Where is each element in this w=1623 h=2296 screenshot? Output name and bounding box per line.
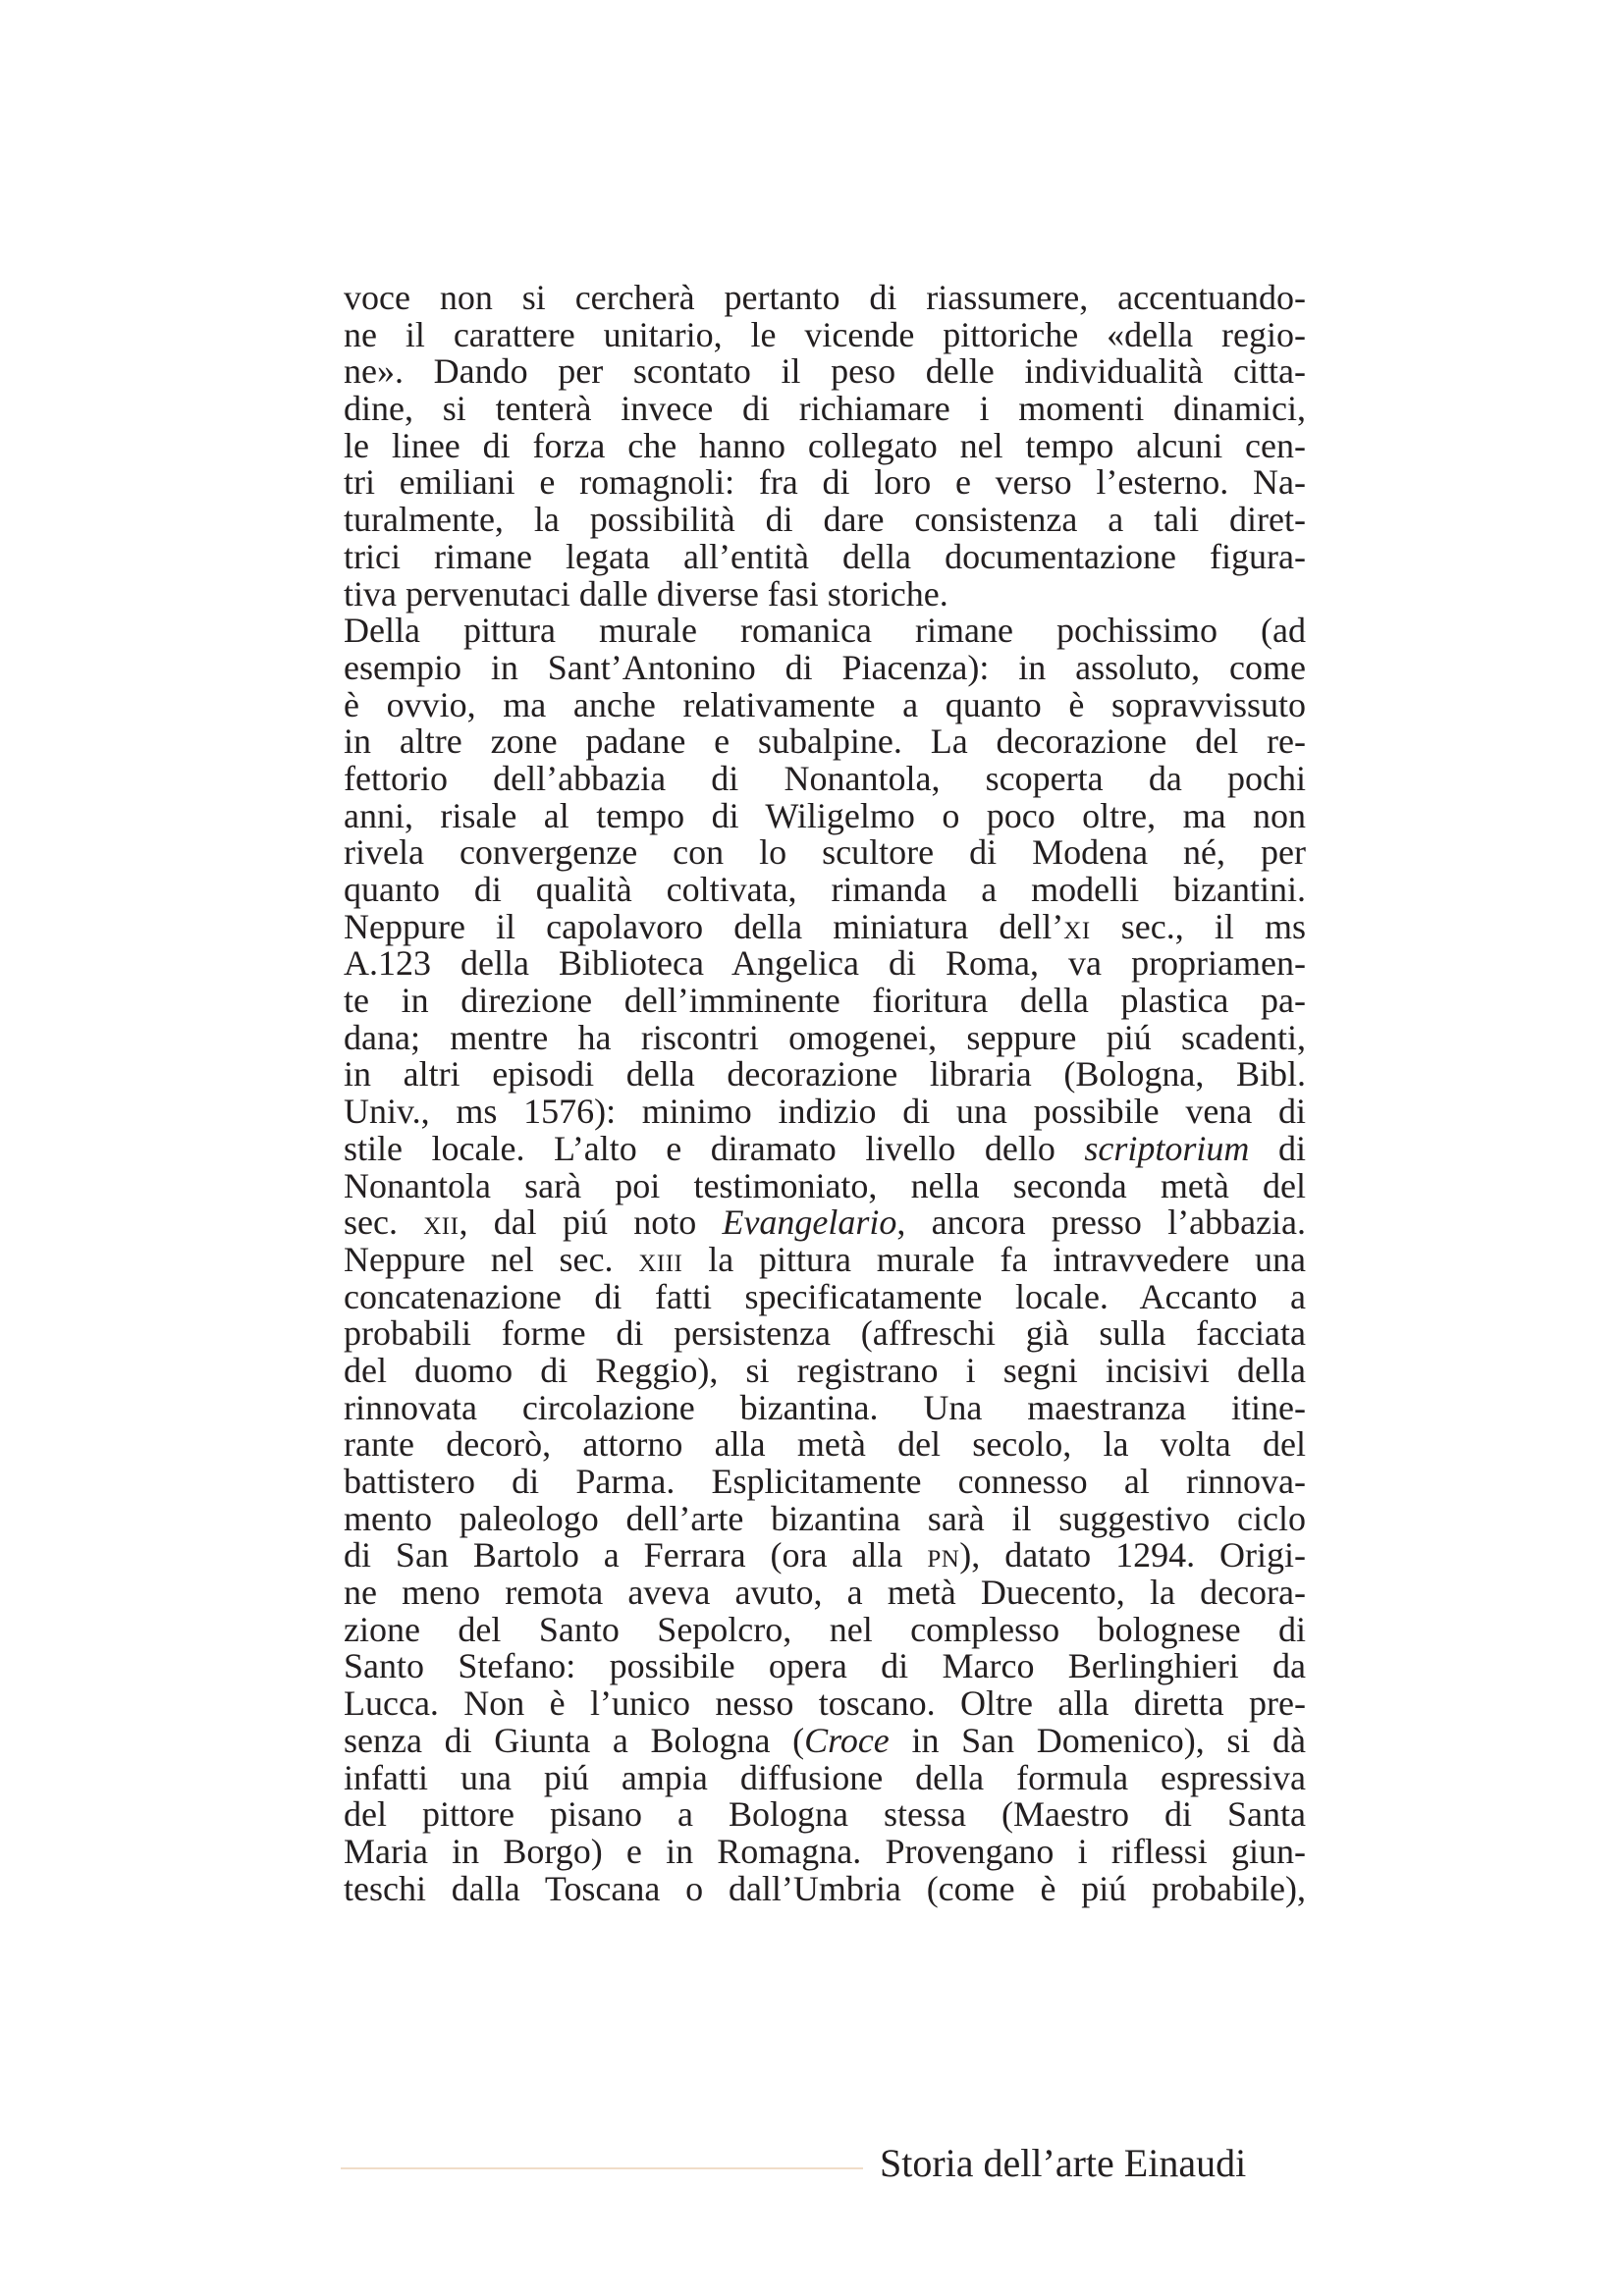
text-run: rinnovata circolazione bizantina. Una maestranza itine- xyxy=(344,1387,1306,1427)
text-line xyxy=(344,391,1306,428)
text-run: rivela convergenze con lo scultore di Modena né, per xyxy=(344,832,1306,873)
text-line xyxy=(344,758,1306,798)
text-line xyxy=(344,1128,1306,1168)
text-run: sec. xyxy=(344,1202,424,1243)
text-run: le linee di forza che hanno collegato nel tempo alcuni cen- xyxy=(344,425,1306,465)
footer-label: Storia dell’arte Einaudi xyxy=(880,2141,1247,2185)
text-run: ne il carattere unitario, le vicende pittoriche «della regio- xyxy=(344,314,1306,354)
text-run: del duomo di Reggio), si registrano i segni incisivi della xyxy=(344,1350,1306,1390)
text-run: A.123 della Biblioteca Angelica di Roma, va propriamen- xyxy=(344,943,1306,984)
text-line xyxy=(344,1204,1306,1242)
text-run: teschi dalla Toscana o dall’Umbria (come è piú probabile), xyxy=(344,1868,1306,1908)
text-line xyxy=(344,280,1306,317)
text-run: infatti una piú ampia diffusione della formula espressiva xyxy=(344,1757,1306,1797)
text-run: Della pittura murale romanica rimane pochissimo (ad xyxy=(344,611,1306,651)
text-line xyxy=(344,1609,1306,1649)
italic-text: Evangelario xyxy=(722,1202,897,1243)
text-run: Maria in Borgo) e in Romagna. Provengano i riflessi giun- xyxy=(344,1831,1306,1871)
text-run: di xyxy=(1249,1128,1306,1168)
text-line xyxy=(344,906,1306,946)
text-run: probabili forme di persistenza (affreschi già sulla facciata xyxy=(344,1313,1306,1354)
text-run: Neppure il capolavoro della miniatura dell’ xyxy=(344,906,1064,946)
text-run: Univ., ms 1576): minimo indizio di una possibile vena di xyxy=(344,1092,1306,1132)
text-run: battistero di Parma. Esplicitamente connesso al rinnova- xyxy=(344,1462,1306,1501)
text-line xyxy=(344,502,1306,539)
text-run: la pittura murale fa intravvedere una xyxy=(682,1239,1307,1279)
text-run: in San Domenico), si dà xyxy=(889,1720,1306,1760)
text-line xyxy=(344,1056,1306,1094)
text-line xyxy=(344,1648,1306,1685)
text-run: concatenazione di fatti specificatamente locale. Accanto a xyxy=(344,1276,1306,1316)
text-run: tiva pervenutaci dalle diverse fasi storiche. xyxy=(344,573,948,614)
text-line xyxy=(344,353,1306,391)
text-run: fettorio dell’abbazia di Nonantola, scoperta da pochi xyxy=(344,758,1306,798)
text-line xyxy=(344,573,1306,614)
text-line xyxy=(344,1350,1306,1390)
text-line xyxy=(344,1165,1306,1205)
text-line xyxy=(344,1685,1306,1723)
text-run: Nonantola sarà poi testimoniato, nella seconda metà del xyxy=(344,1165,1306,1205)
text-run: voce non si cercherà pertanto di riassumere, accentuando- xyxy=(344,278,1306,317)
text-run: te in direzione dell’imminente fioritura della plastica pa- xyxy=(344,981,1306,1021)
text-run: zione del Santo Sepolcro, nel complesso bolognese di xyxy=(344,1609,1306,1649)
text-line xyxy=(344,613,1306,650)
text-line xyxy=(344,983,1306,1020)
text-run: senza di Giunta a Bologna ( xyxy=(344,1720,805,1760)
text-line xyxy=(344,1315,1306,1353)
text-run: ne». Dando per scontato il peso delle individualità citta- xyxy=(344,351,1306,392)
text-line xyxy=(344,1239,1307,1279)
smallcaps-text: xi xyxy=(1063,906,1091,946)
text-line xyxy=(344,1498,1306,1538)
text-run: del pittore pisano a Bologna stessa (Maestro di Santa xyxy=(344,1794,1306,1835)
text-line xyxy=(344,1868,1306,1908)
text-run: in altri episodi della decorazione libraria (Bologna, Bibl. xyxy=(344,1054,1306,1095)
text-line xyxy=(344,834,1306,872)
text-line xyxy=(344,684,1306,724)
text-line xyxy=(344,1575,1306,1612)
text-run: trici rimane legata all’entità della documentazione figura- xyxy=(344,536,1306,576)
italic-text: scriptorium xyxy=(1084,1128,1250,1168)
text-line xyxy=(344,1720,1306,1760)
text-line xyxy=(344,945,1306,983)
text-run: stile locale. L’alto e diramato livello dello xyxy=(344,1128,1085,1168)
text-line xyxy=(344,1276,1306,1316)
text-run: Santo Stefano: possibile opera di Marco Berlinghieri da xyxy=(344,1646,1306,1686)
text-run: Neppure nel sec. xyxy=(344,1239,639,1279)
text-run: ne meno remota aveva avuto, a metà Duecento, la decora- xyxy=(344,1573,1306,1613)
text-run: anni, risale al tempo di Wiligelmo o poco oltre, ma non xyxy=(344,795,1306,835)
text-line xyxy=(344,1464,1306,1501)
text-line xyxy=(344,795,1306,835)
text-run: Lucca. Non è l’unico nesso toscano. Oltre alla diretta pre- xyxy=(344,1683,1306,1724)
text-line xyxy=(344,1094,1306,1131)
text-run: sec., il ms xyxy=(1090,906,1306,946)
text-run: mento paleologo dell’arte bizantina sarà il suggestivo ciclo xyxy=(344,1498,1306,1538)
text-run: rante decorò, attorno alla metà del secolo, la volta del xyxy=(344,1424,1306,1465)
italic-text: Croce xyxy=(804,1720,890,1760)
text-run: in altre zone padane e subalpine. La decorazione del re- xyxy=(344,721,1306,762)
text-line xyxy=(344,1017,1306,1057)
text-line xyxy=(344,1796,1306,1834)
body-text xyxy=(344,280,1306,1907)
text-line xyxy=(344,1757,1306,1797)
footer-rule xyxy=(341,2167,863,2169)
smallcaps-text: pn xyxy=(927,1535,960,1575)
text-line xyxy=(344,425,1306,465)
text-run: è ovvio, ma anche relativamente a quanto è sopravvissuto xyxy=(344,684,1306,724)
text-run: ), datato 1294. Origi- xyxy=(959,1535,1306,1575)
smallcaps-text: xiii xyxy=(638,1239,683,1279)
text-run: turalmente, la possibilità di dare consistenza a tali diret- xyxy=(344,500,1306,540)
text-line xyxy=(344,1537,1306,1575)
smallcaps-text: xii xyxy=(423,1202,460,1243)
text-line xyxy=(344,314,1306,354)
text-line xyxy=(344,647,1306,687)
text-line xyxy=(344,723,1306,761)
text-line xyxy=(344,1831,1306,1871)
text-line xyxy=(344,536,1306,576)
text-run: quanto di qualità coltivata, rimanda a modelli bizantini. xyxy=(344,870,1306,909)
text-run: tri emiliani e romagnoli: fra di loro e verso l’esterno. Na- xyxy=(344,462,1306,503)
text-line xyxy=(344,872,1306,909)
text-line xyxy=(344,464,1306,502)
text-run: dine, si tenterà invece di richiamare i momenti dinamici, xyxy=(344,389,1306,429)
text-run: esempio in Sant’Antonino di Piacenza): in assoluto, come xyxy=(344,647,1306,687)
text-run: di San Bartolo a Ferrara (ora alla xyxy=(344,1535,928,1575)
text-line xyxy=(344,1426,1306,1464)
text-run: , dal piú noto xyxy=(459,1202,723,1243)
text-run: , ancora presso l’abbazia. xyxy=(896,1202,1306,1243)
text-run: dana; mentre ha riscontri omogenei, seppure piú scadenti, xyxy=(344,1017,1306,1057)
text-line xyxy=(344,1387,1306,1427)
